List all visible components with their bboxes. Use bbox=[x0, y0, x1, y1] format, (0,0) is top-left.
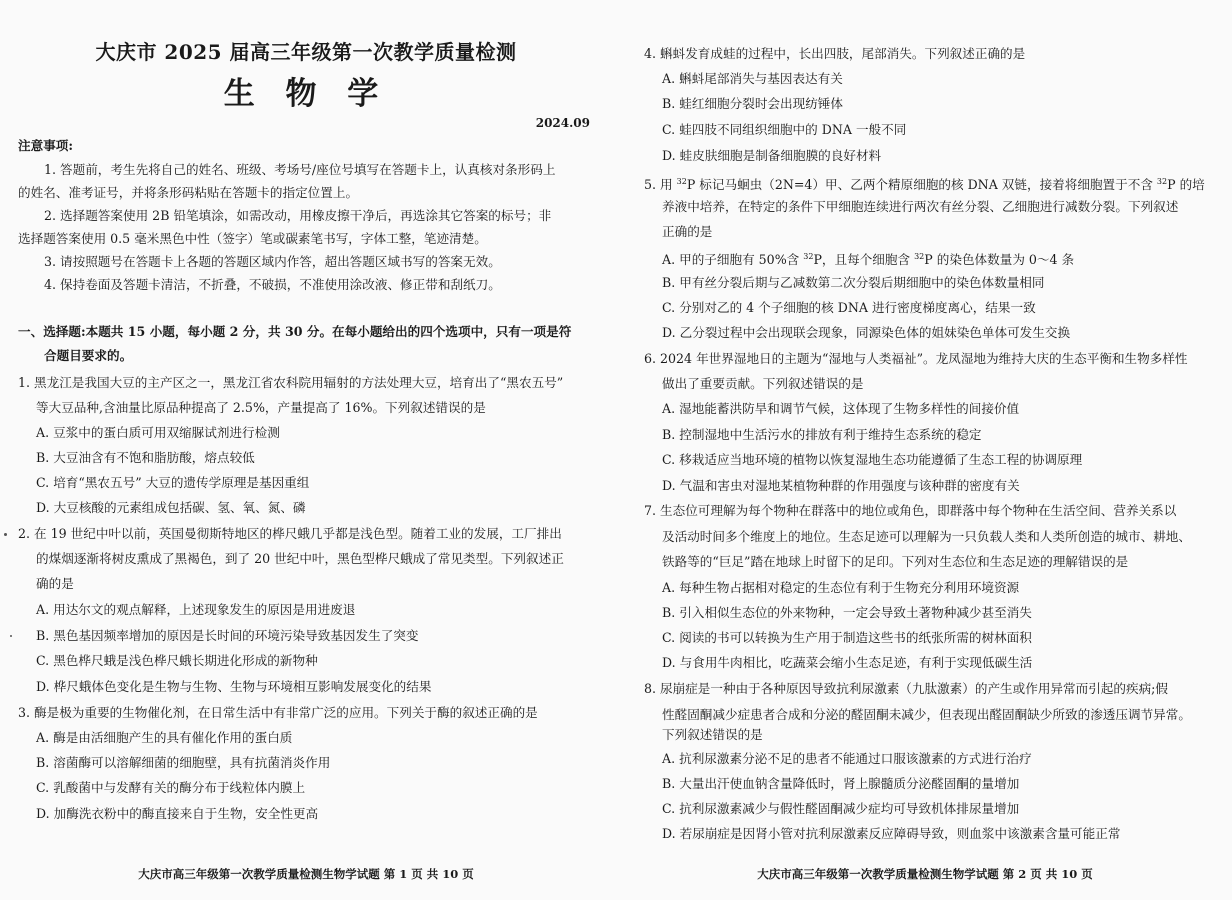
question-7-stem: 及活动时间多个维度上的地位。生态足迹可以理解为一只负载人类和人类所创造的城市、耕地、 bbox=[662, 529, 1191, 544]
notice-line: 选择题答案使用 0.5 毫米黑色中性（签字）笔或碳素笔书写，字体工整，笔迹清楚。 bbox=[18, 231, 487, 246]
page-1 bbox=[0, 0, 612, 900]
notice-line: 2. 选择题答案使用 2B 铅笔填涂，如需改动，用橡皮擦干净后，再选涂其它答案的标号；非 bbox=[44, 208, 552, 223]
question-7-option: D. 与食用牛肉相比，吃蔬菜会缩小生态足迹，有利于实现低碳生活 bbox=[662, 655, 1033, 670]
question-1-stem: 1. 黑龙江是我国大豆的主产区之一，黑龙江省农科院用辐射的方法处理大豆，培育出了“黑农五号” bbox=[18, 375, 564, 390]
question-7-stem: 铁路等的“巨足”踏在地球上时留下的足印。下列对生态位和生态足迹的理解错误的是 bbox=[662, 554, 1129, 569]
question-6-stem: 6. 2024 年世界湿地日的主题为“湿地与人类福祉”。龙凤湿地为维持大庆的生态平衡和生物多样性 bbox=[644, 351, 1188, 366]
text-span: P 标记马蛔虫（2N=4）甲、乙两个精原细胞的核 DNA 双链，接着将细胞置于不含 bbox=[686, 177, 1157, 192]
question-7-option: B. 引入相似生态位的外来物种，一定会导致土著物种减少甚至消失 bbox=[662, 605, 1032, 620]
question-4-option: A. 蝌蚪尾部消失与基因表达有关 bbox=[662, 71, 843, 86]
page-2 bbox=[618, 0, 1232, 900]
subject-title: 生 物 学 bbox=[223, 76, 389, 112]
question-2-option: D. 桦尺蛾体色变化是生物与生物、生物与环境相互影响发展变化的结果 bbox=[36, 679, 432, 694]
question-1-option: B. 大豆油含有不饱和脂肪酸，熔点较低 bbox=[36, 450, 255, 465]
question-2-stem: 2. 在 19 世纪中叶以前，英国曼彻斯特地区的桦尺蛾几乎都是浅色型。随着工业的发展，工厂排出 bbox=[18, 526, 562, 541]
page-footer: 大庆市高三年级第一次教学质量检测生物学试题 第 1 页 共 10 页 bbox=[138, 867, 474, 881]
question-5-option: D. 乙分裂过程中会出现联会现象，同源染色体的姐妹染色单体可发生交换 bbox=[662, 325, 1071, 340]
question-3-option: A. 酶是由活细胞产生的具有催化作用的蛋白质 bbox=[36, 730, 293, 745]
question-3-stem: 3. 酶是极为重要的生物催化剂，在日常生活中有非常广泛的应用。下列关于酶的叙述正确的是 bbox=[18, 705, 538, 720]
question-5-option bbox=[662, 249, 1074, 268]
section-heading: 合题目要求的。 bbox=[44, 348, 133, 363]
text-span: P 的培 bbox=[1167, 177, 1205, 192]
scan-speck bbox=[10, 635, 12, 637]
question-2-stem: 确的是 bbox=[36, 576, 74, 591]
question-5-stem: 养液中培养，在特定的条件下甲细胞连续进行两次有丝分裂、乙细胞进行减数分裂。下列叙述 bbox=[662, 199, 1179, 214]
text-span: P，且每个细胞含 bbox=[813, 252, 915, 267]
question-7-option: C. 阅读的书可以转换为生产用于制造这些书的纸张所需的树林面积 bbox=[662, 630, 1032, 645]
question-4-stem: 4. 蝌蚪发育成蛙的过程中，长出四肢，尾部消失。下列叙述正确的是 bbox=[644, 46, 1026, 61]
question-2-option: A. 用达尔文的观点解释，上述现象发生的原因是用进废退 bbox=[36, 602, 356, 617]
scan-speck bbox=[4, 533, 7, 536]
page-footer: 大庆市高三年级第一次教学质量检测生物学试题 第 2 页 共 10 页 bbox=[757, 867, 1093, 881]
text-span: A. 甲的子细胞有 50%含 bbox=[662, 252, 804, 267]
superscript: 32 bbox=[676, 177, 687, 186]
question-1-option: D. 大豆核酸的元素组成包括碳、氢、氧、氮、磷 bbox=[36, 500, 306, 515]
question-3-option: C. 乳酸菌中与发酵有关的酶分布于线粒体内膜上 bbox=[36, 780, 306, 795]
question-8-stem: 8. 尿崩症是一种由于各种原因导致抗利尿激素（九肽激素）的产生或作用异常而引起的疾病;假 bbox=[644, 681, 1169, 696]
question-2-option: B. 黑色基因频率增加的原因是长时间的环境污染导致基因发生了突变 bbox=[36, 628, 419, 643]
question-4-option: C. 蛙四肢不同组织细胞中的 DNA 一般不同 bbox=[662, 122, 907, 137]
question-4-option: D. 蛙皮肤细胞是制备细胞膜的良好材料 bbox=[662, 148, 882, 163]
notice-line: 的姓名、准考证号，并将条形码粘贴在答题卡的指定位置上。 bbox=[18, 185, 359, 200]
question-1-stem: 等大豆品种,含油量比原品种提高了 2.5%，产量提高了 16%。下列叙述错误的是 bbox=[36, 400, 486, 415]
question-6-option: C. 移栽适应当地环境的植物以恢复湿地生态功能遵循了生态工程的协调原理 bbox=[662, 452, 1083, 467]
question-1-option: A. 豆浆中的蛋白质可用双缩脲试剂进行检测 bbox=[36, 425, 280, 440]
question-6-option: D. 气温和害虫对湿地某植物种群的作用强度与该种群的密度有关 bbox=[662, 478, 1020, 493]
question-8-stem: 下列叙述错误的是 bbox=[662, 727, 763, 742]
notice-line: 3. 请按照题号在答题卡上各题的答题区域内作答，超出答题区域书写的答案无效。 bbox=[44, 254, 501, 269]
question-2-option: C. 黑色桦尺蛾是浅色桦尺蛾长期进化形成的新物种 bbox=[36, 653, 318, 668]
question-8-stem: 性醛固酮减少症患者合成和分泌的醛固酮未减少，但表现出醛固酮缺少所致的渗透压调节异常。 bbox=[662, 707, 1191, 722]
question-5-stem bbox=[644, 174, 1205, 193]
exam-date: 2024.09 bbox=[535, 116, 590, 130]
question-5-option: B. 甲有丝分裂后期与乙减数第二次分裂后期细胞中的染色体数量相同 bbox=[662, 275, 1045, 290]
question-3-option: D. 加酶洗衣粉中的酶直接来自于生物，安全性更高 bbox=[36, 806, 319, 821]
question-8-option: C. 抗利尿激素减少与假性醛固酮减少症均可导致机体排尿量增加 bbox=[662, 801, 1020, 816]
question-5-option: C. 分别对乙的 4 个子细胞的核 DNA 进行密度梯度离心，结果一致 bbox=[662, 300, 1036, 315]
text-span: P 的染色体数量为 0～4 条 bbox=[924, 252, 1075, 267]
notice-line: 4. 保持卷面及答题卡清洁，不折叠，不破损，不准使用涂改液、修正带和刮纸刀。 bbox=[44, 277, 501, 292]
text-span: 5. 用 bbox=[644, 177, 677, 192]
superscript: 32 bbox=[914, 252, 925, 261]
notice-line: 1. 答题前，考生先将自己的姓名、班级、考场号/座位号填写在答题卡上，认真核对条形码上 bbox=[44, 162, 556, 177]
question-8-option: D. 若尿崩症是因肾小管对抗利尿激素反应障碍导致，则血浆中该激素含量可能正常 bbox=[662, 826, 1121, 841]
question-6-option: A. 湿地能蓄洪防旱和调节气候，这体现了生物多样性的间接价值 bbox=[662, 401, 1020, 416]
question-8-option: A. 抗利尿激素分泌不足的患者不能通过口服该激素的方式进行治疗 bbox=[662, 751, 1032, 766]
question-6-option: B. 控制湿地中生活污水的排放有利于维持生态系统的稳定 bbox=[662, 427, 982, 442]
question-2-stem: 的煤烟逐渐将树皮熏成了黑褐色，到了 20 世纪中叶，黑色型桦尺蛾成了常见类型。下列叙述正 bbox=[36, 551, 564, 566]
question-7-option: A. 每种生物占据相对稳定的生态位有利于生物充分利用环境资源 bbox=[662, 580, 1020, 595]
question-3-option: B. 溶菌酶可以溶解细菌的细胞壁，具有抗菌消炎作用 bbox=[36, 755, 331, 770]
section-heading: 一、选择题:本题共 15 小题，每小题 2 分，共 30 分。在每小题给出的四个选项中，只有一项是符 bbox=[18, 324, 572, 339]
question-8-option: B. 大量出汗使血钠含量降低时，肾上腺髓质分泌醛固酮的量增加 bbox=[662, 776, 1020, 791]
question-5-stem: 正确的是 bbox=[662, 224, 713, 239]
question-1-option: C. 培育“黑农五号” 大豆的遗传学原理是基因重组 bbox=[36, 475, 310, 490]
exam-title: 大庆市 2025 届高三年级第一次教学质量检测 bbox=[95, 40, 517, 64]
question-6-stem: 做出了重要贡献。下列叙述错误的是 bbox=[662, 376, 864, 391]
superscript: 32 bbox=[803, 252, 814, 261]
superscript: 32 bbox=[1156, 177, 1168, 186]
question-4-option: B. 蛙红细胞分裂时会出现纺锤体 bbox=[662, 96, 843, 111]
notice-heading: 注意事项: bbox=[18, 138, 74, 153]
question-7-stem: 7. 生态位可理解为每个物种在群落中的地位或角色，即群落中每个物种在生活空间、营养关系以 bbox=[644, 503, 1177, 518]
